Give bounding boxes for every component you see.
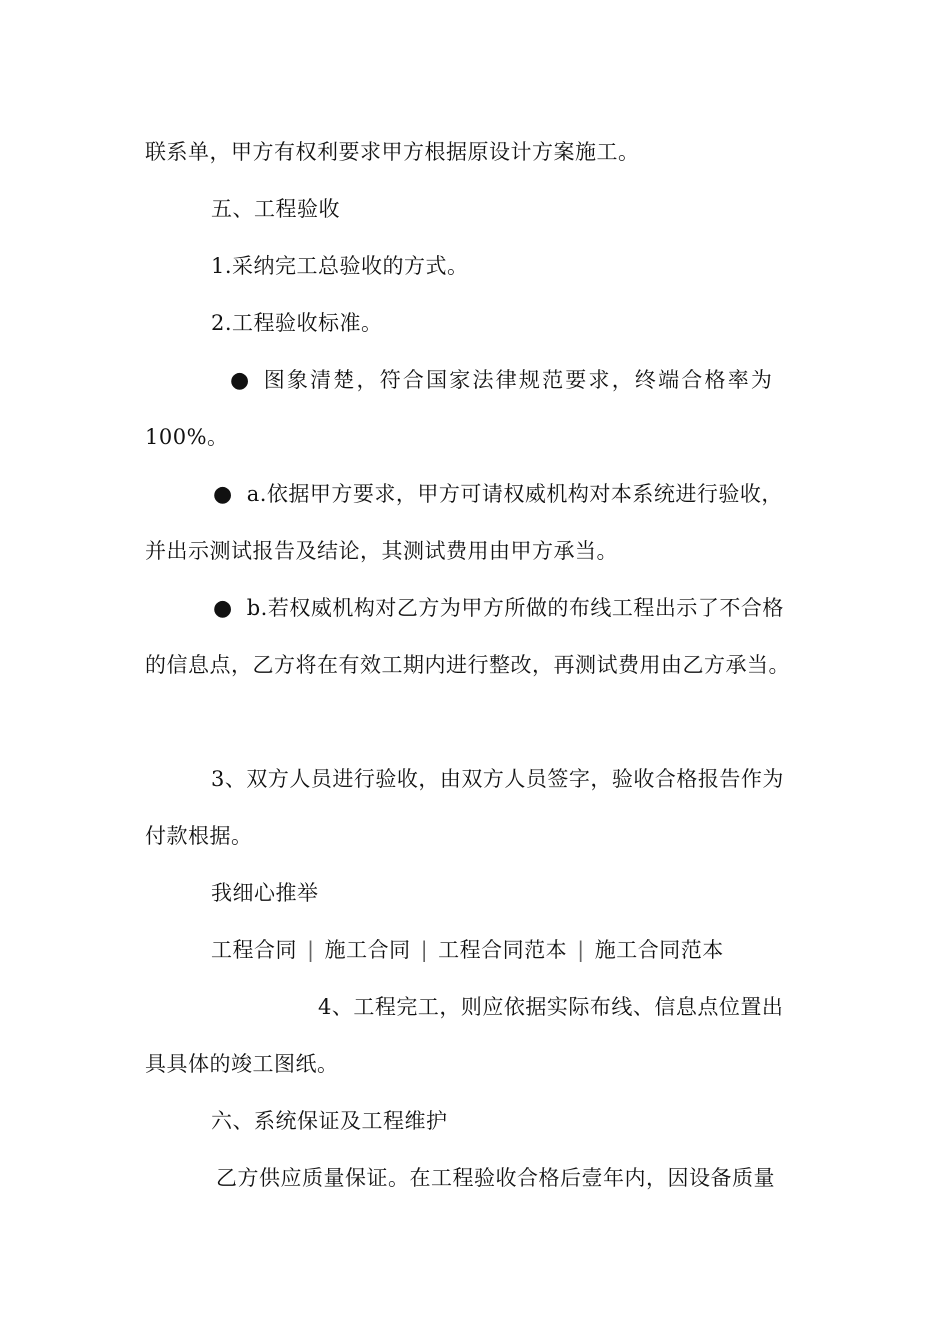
- paragraph-line: 的信息点，乙方将在有效工期内进行整改，再测试费用由乙方承当。: [145, 653, 790, 677]
- paragraph-line: 100%。: [145, 425, 229, 449]
- paragraph-line: 付款根据。: [145, 824, 253, 848]
- bullet-text: b.若权威机构对乙方为甲方所做的布线工程出示了不合格: [246, 596, 784, 620]
- paragraph-line: 并出示测试报告及结论，其测试费用由甲方承当。: [145, 539, 618, 563]
- bullet-text: a.依据甲方要求，甲方可请权威机构对本系统进行验收，: [246, 482, 783, 506]
- link-construction-contract[interactable]: 施工合同: [324, 938, 411, 962]
- link-separator: |: [577, 938, 585, 962]
- paragraph-line: 乙方供应质量保证。在工程验收合格后壹年内，因设备质量: [216, 1166, 775, 1190]
- paragraph-line: 3、双方人员进行验收，由双方人员签字，验收合格报告作为: [211, 767, 784, 791]
- paragraph-line: 具具体的竣工图纸。: [145, 1052, 339, 1076]
- section-heading: 五、工程验收: [211, 197, 340, 221]
- paragraph-line: 联系单，甲方有权利要求甲方根据原设计方案施工。: [145, 140, 640, 164]
- bullet-icon: ●: [213, 596, 233, 621]
- bullet-icon: ●: [213, 482, 233, 507]
- link-separator: |: [420, 938, 429, 962]
- recommend-heading: 我细心推举: [211, 881, 319, 905]
- link-engineering-contract[interactable]: 工程合同: [211, 938, 297, 962]
- paragraph-line: 2.工程验收标准。: [211, 311, 383, 335]
- link-construction-contract-template[interactable]: 施工合同范本: [594, 938, 724, 962]
- link-separator: |: [307, 938, 315, 962]
- section-heading: 六、系统保证及工程维护: [211, 1109, 448, 1133]
- paragraph-line: 4、工程完工，则应依据实际布线、信息点位置出: [318, 995, 784, 1019]
- bullet-text: 图象清楚，符合国家法律规范要求，终端合格率为: [263, 368, 775, 392]
- bullet-line: [213, 479, 783, 510]
- bullet-icon: ●: [230, 368, 250, 393]
- bullet-line: [213, 593, 784, 624]
- related-links: [211, 935, 724, 965]
- paragraph-line: 1.采纳完工总验收的方式。: [211, 254, 469, 278]
- link-engineering-contract-template[interactable]: 工程合同范本: [438, 938, 568, 962]
- bullet-line: [230, 365, 774, 396]
